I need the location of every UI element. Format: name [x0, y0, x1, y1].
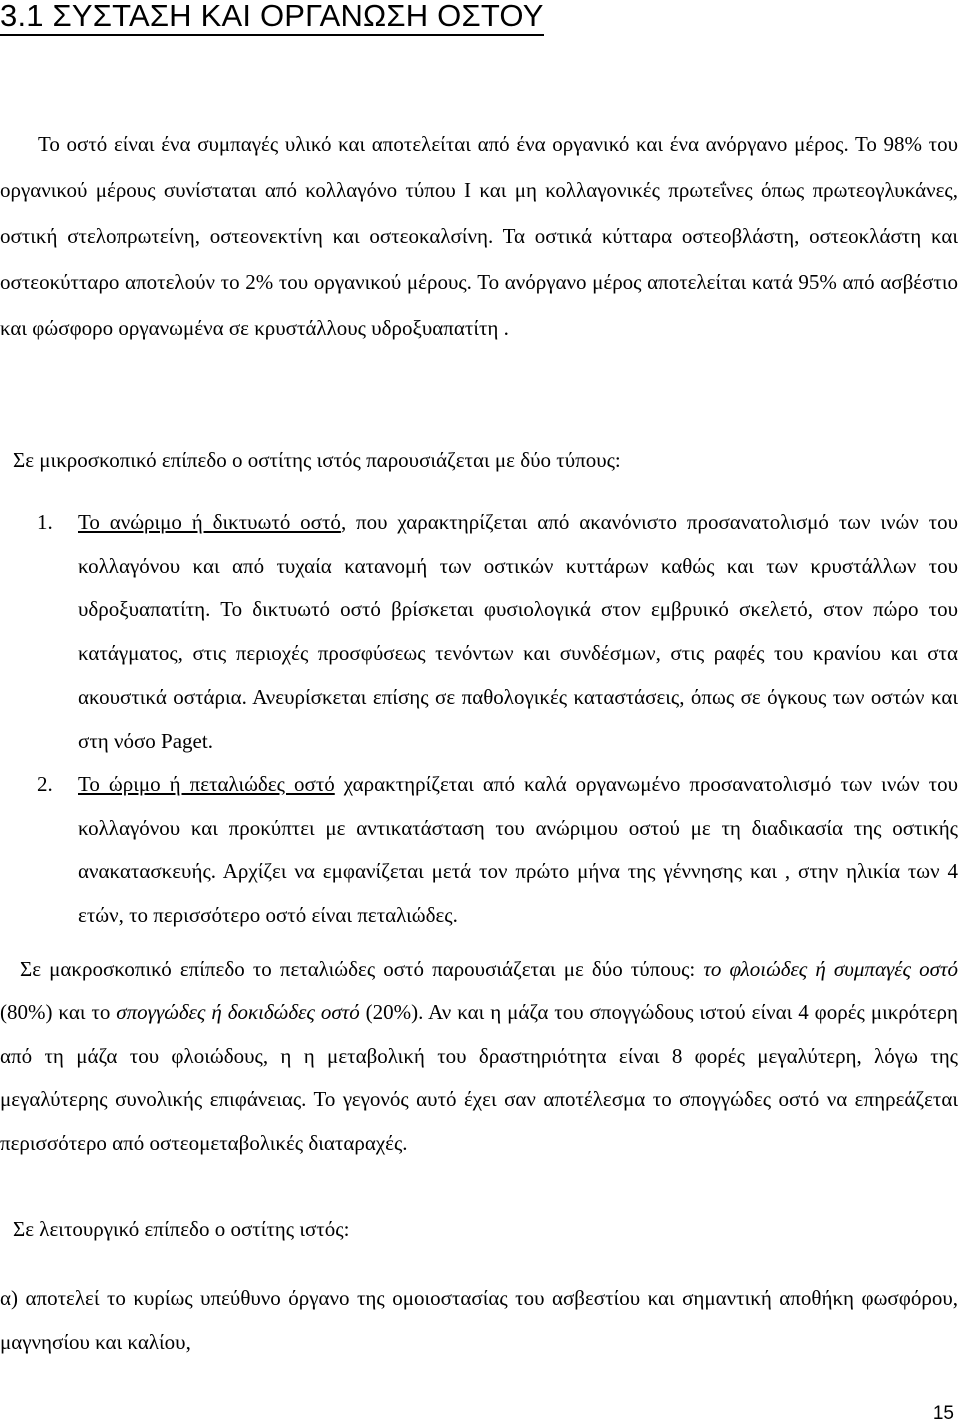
paragraph-microscopic-intro: Σε μικροσκοπικό επίπεδο ο οστίτης ιστός παρουσιάζεται με δύο τύπους: [13, 448, 621, 472]
paragraph-macroscopic [0, 948, 958, 1165]
macroscopic-text-a: Σε μακροσκοπικό επίπεδο το πεταλιώδες οστό παρουσιάζεται με δύο τύπους: [20, 957, 704, 981]
section-heading: 3.1 ΣΥΣΤΑΣΗ ΚΑΙ ΟΡΓΑΝΩΣΗ ΟΣΤΟΥ [0, 0, 544, 36]
list-item-term: Το ανώριμο ή δικτυωτό οστό [78, 510, 341, 534]
macroscopic-term-cancellous: σπογγώδες ή δοκιδώδες οστό [116, 1000, 360, 1025]
macroscopic-text-e: (20%). Αν και η μάζα του σπογγώδους ιστού είναι 4 φορές μικρότερη από τη μάζα του φλοιώδους, η η μεταβολική του δραστηριότητα είναι 8 φορές μεγαλύτερη, λόγω της μεγαλύτερης συνολικής επιφάνειας. Το γεγονός αυτό έχει σαν αποτέλεσμα το σπογγώδες οστό να επηρεάζεται περισσότερο από οστεομεταβολικές διαταραχές. [0, 1000, 959, 1155]
list-item [0, 763, 958, 938]
list-item-number: 1. [37, 510, 53, 534]
list-item-term: Το ώριμο ή πεταλιώδες οστό [78, 772, 335, 796]
list-item-text: , που χαρακτηρίζεται από ακανόνιστο προσανατολισμό των ινών του κολλαγόνου και από τυχαία κατανομή των οστικών κυττάρων καθώς και των κρυστάλλων του υδροξυαπατίτη. Το δικτυωτό οστό βρίσκεται φυσιολογικά στον εμβρυικό σκελετό, στον πώρο του κατάγματος, στις περιοχές προσφύσεως τενόντων και συνδέσμων, στις ραφές του κρανίου και στα ακουστικά οστάρια. Ανευρίσκεται επίσης σε παθολογικές καταστάσεις, όπως σε όγκους των οστών και στη νόσο Paget. [78, 510, 958, 753]
macroscopic-text-c: (80%) και το [0, 1000, 117, 1025]
macroscopic-term-cortical: το φλοιώδες ή συμπαγές οστό [703, 957, 959, 981]
list-item-number: 2. [37, 772, 53, 796]
page-number: 15 [932, 1403, 954, 1424]
list-item [0, 501, 958, 763]
list-item-text: χαρακτηρίζεται από καλά οργανωμένο προσανατολισμό των ινών του κολλαγόνου και προκύπτει με αντικατάσταση του ανώριμου οστού με τη διαδικασία της οστικής ανακατασκευής. Αρχίζει να εμφανίζεται μετά τον πρώτο μήνα της γέννησης και , στην ηλικία των 4 ετών, το περισσότερο οστό είναι πεταλιώδες. [78, 772, 958, 928]
paragraph-functional-a: α) αποτελεί το κυρίως υπεύθυνο όργανο της ομοιοστασίας του ασβεστίου και σημαντική αποθήκη φωσφόρου, μαγνησίου και καλίου, [0, 1286, 958, 1354]
paragraph-composition: Το οστό είναι ένα συμπαγές υλικό και αποτελείται από ένα οργανικό και ένα ανόργανο μέρος. Το 98% του οργανικού μέρους συνίσταται από κολλαγόνο τύπου I και μη κολλαγονικές πρωτεΐνες όπως πρωτεογλυκάνες, οστική στελοπρωτείνη, οστεονεκτίνη και οστεοκαλσίνη. Τα οστικά κύτταρα οστεοβλάστη, οστεοκλάστη και οστεοκύτταρο αποτελούν το 2% του οργανικού μέρους. Το ανόργανο μέρος αποτελείται κατά 95% από ασβέστιο και φώσφορο οργανωμένα σε κρυστάλλους υδροξυαπατίτη . [0, 132, 958, 340]
bone-types-list-1 [0, 501, 958, 763]
bone-types-list-2 [0, 763, 958, 938]
paragraph-functional-intro: Σε λειτουργικό επίπεδο ο οστίτης ιστός: [13, 1217, 350, 1241]
